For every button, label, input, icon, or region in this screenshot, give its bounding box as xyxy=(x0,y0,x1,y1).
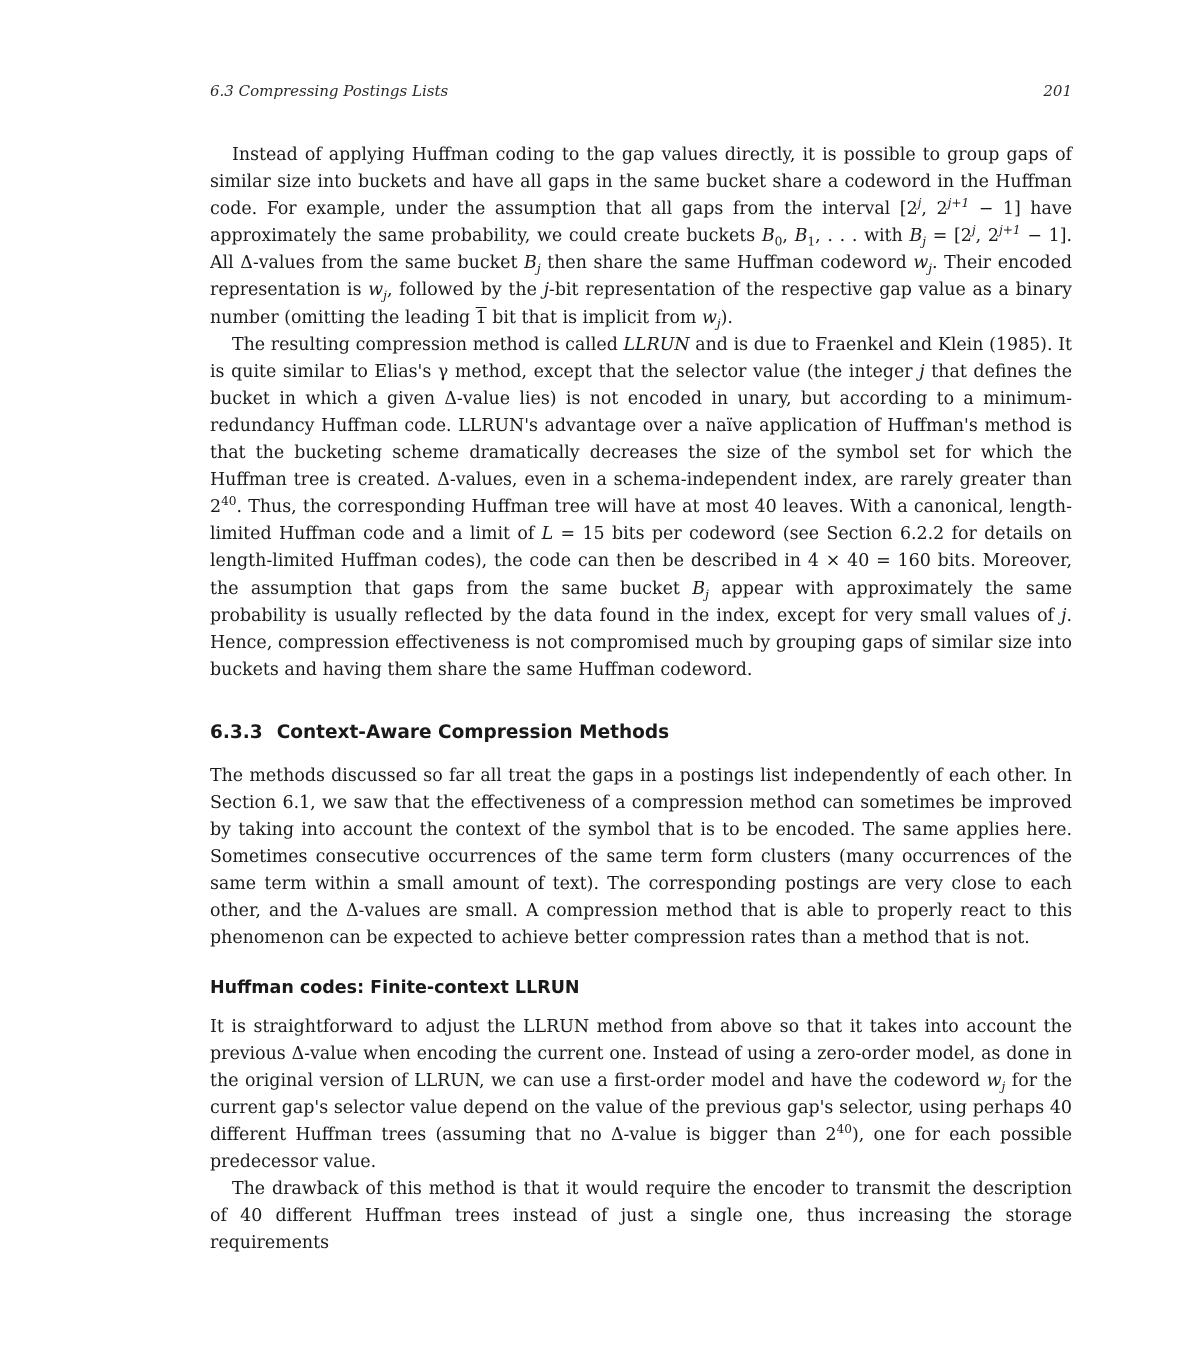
running-header xyxy=(210,82,1072,106)
section-title: Context-Aware Compression Methods xyxy=(276,721,670,743)
paragraph-bucketing: Instead of applying Huffman coding to the gap values directly, it is possible to group gaps of similar size into buckets and have all gaps in the same bucket share a codeword in the Huffman code. For example, under the assumption that all gaps from the interval [2$^j$, $2^{j+1} - 1$] have approximately the same probability, we could create buckets $B_0$, $B_1$, . . . with $B_j = [2^j$, $2^{j+1} - 1$]. All Δ-values from the same bucket $B_j$ then share the same Huffman codeword $w_j$. Their encoded representation is $w_j$, followed by the j-bit representation of the respective gap value as a binary number (omitting the leading 1 bit that is implicit from $w_j$). xyxy=(210,145,1073,331)
paragraph-finite-context: It is straightforward to adjust the LLRUN method from above so that it takes into account the previous Δ-value when encoding the current one. Instead of using a zero-order model, as done in the original version of LLRUN, we can use a first-order model and have the codeword $w_j$ for the current gap's selector value depend on the value of the previous gap's selector, using perhaps 40 different Huffman trees (assuming that no Δ-value is bigger than $2^{40}$), one for each possible predecessor value. xyxy=(210,1016,1072,1172)
page-number: 201 xyxy=(1043,82,1072,100)
paragraph-context-aware: The methods discussed so far all treat the gaps in a postings list independently of each other. In Section 6.1, we saw that the effectiveness of a compression method can sometimes be improved by taking into account the context of the symbol that is to be encoded. The same applies here. Sometimes consecutive occurrences of the same term form clusters (many occurrences of the same term within a small amount of text). The corresponding postings are very close to each other, and the Δ-values are small. A compression method that is able to properly react to this phenomenon can be expected to achieve better compression rates than a method that is not. xyxy=(210,765,1072,949)
page-body xyxy=(210,142,1072,1257)
paragraph-llrun: The resulting compression method is called LLRUN and is due to Fraenkel and Klein (1985). It is quite similar to Elias's γ method, except that the selector value (the integer j that defines the bucket in which a given Δ-value lies) is not encoded in unary, but according to a minimum-redundancy Huffman code. LLRUN's advantage over a naïve application of Huffman's method is that the bucketing scheme dramatically decreases the size of the symbol set for which the Huffman tree is created. Δ-values, even in a schema-independent index, are rarely greater than $2^{40}$. Thus, the corresponding Huffman tree will have at most 40 leaves. With a canonical, length-limited Huffman code and a limit of L = 15 bits per codeword (see Section 6.2.2 for details on length-limited Huffman codes), the code can then be described in 4 × 40 = 160 bits. Moreover, the assumption that gaps from the same bucket $B_j$ appear with approximately the same probability is usually reflected by the data found in the index, except for very small values of j. Hence, compression effectiveness is not compromised much by grouping gaps of similar size into buckets and having them share the same Huffman codeword. xyxy=(210,334,1072,680)
running-header-section: 6.3 Compressing Postings Lists xyxy=(210,82,449,100)
section-number: 6.3.3 xyxy=(210,721,263,743)
paragraph-drawback: The drawback of this method is that it would require the encoder to transmit the description of 40 different Huffman trees instead of just a single one, thus increasing the storage requirements xyxy=(210,1179,1072,1254)
subsection-heading: Huffman codes: Finite-context LLRUN xyxy=(210,977,580,998)
section-heading xyxy=(210,719,1072,747)
